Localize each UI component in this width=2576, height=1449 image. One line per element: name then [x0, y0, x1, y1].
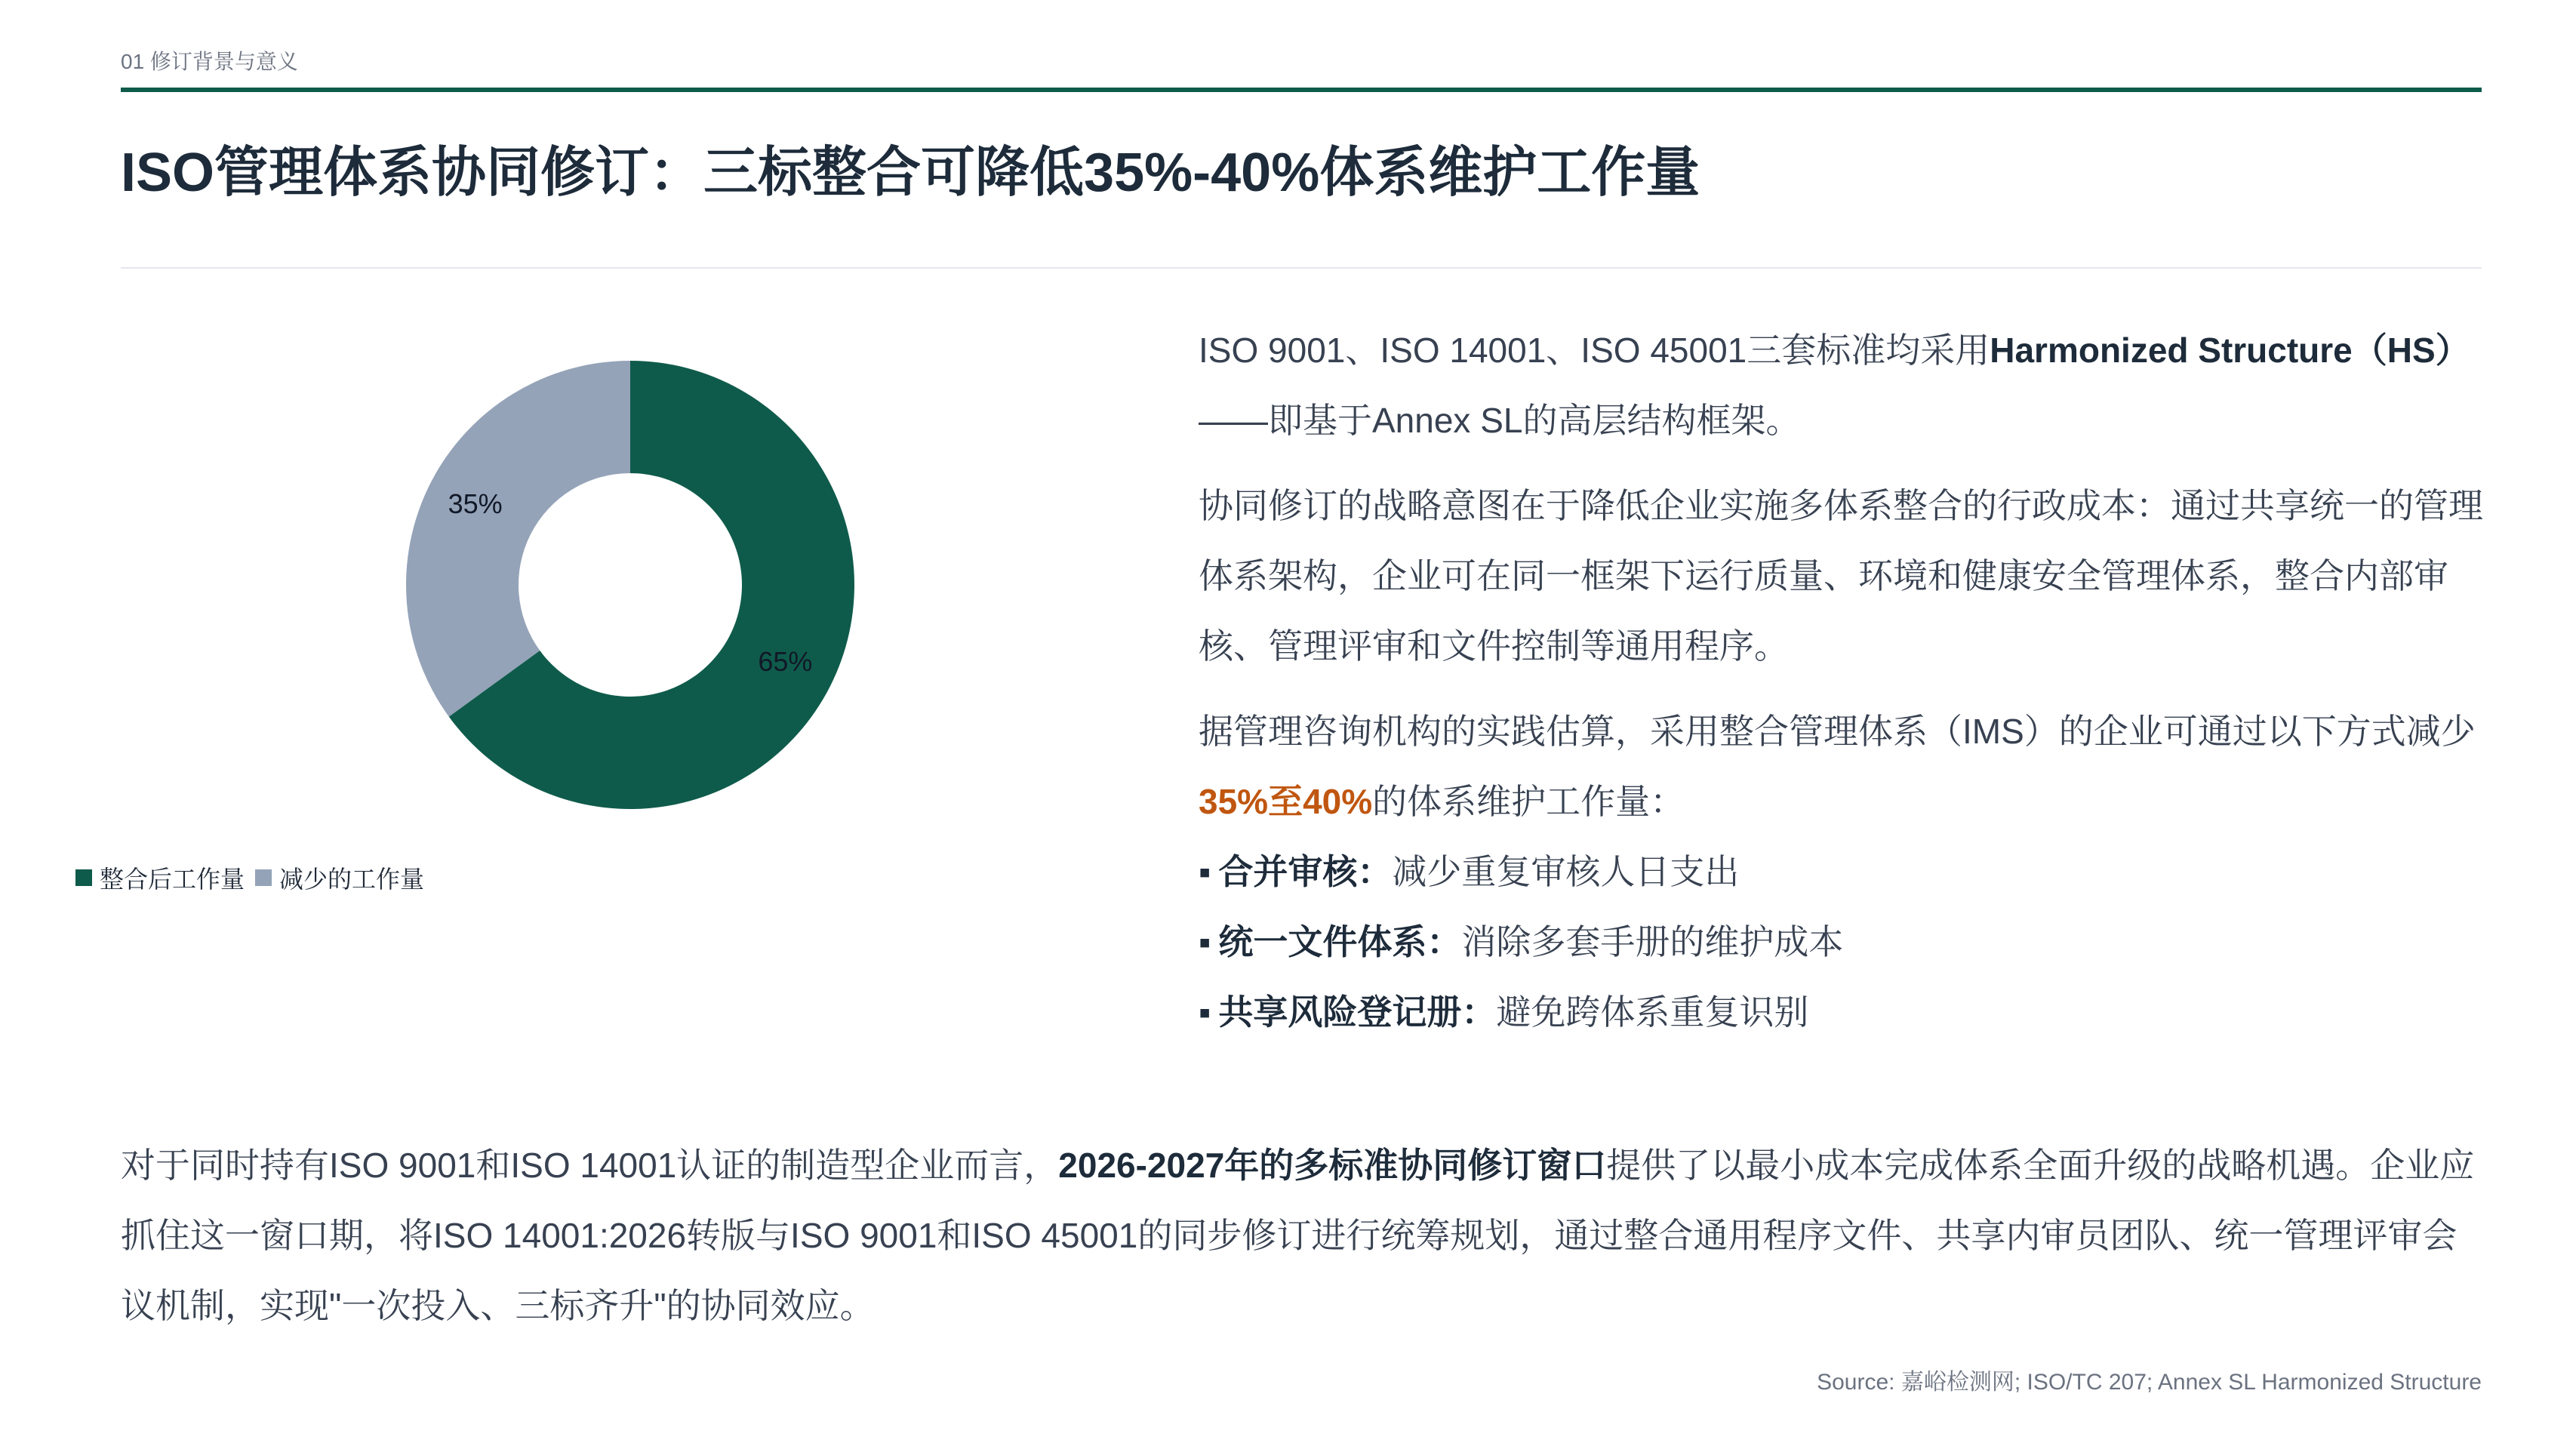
legend-item-integrated — [75, 860, 245, 895]
slice-reduced — [406, 361, 630, 717]
label-integrated: 65% — [758, 646, 813, 678]
bottom-paragraph — [121, 1131, 2491, 1341]
p3-text-b: 的体系维护工作量： — [1372, 782, 1685, 821]
bullet-sep: ： — [1461, 992, 1497, 1032]
legend-item-reduced — [255, 860, 424, 895]
source-note: Source: 嘉峪检测网; ISO/TC 207; Annex SL Harmonized Structure — [1817, 1370, 2482, 1395]
list-item — [1199, 977, 2489, 1048]
chart-legend — [75, 860, 435, 895]
legend-swatch-integrated — [75, 869, 92, 886]
benefit-list — [1199, 837, 2489, 1048]
p1-text-a: ISO 9001、ISO 14001、ISO 45001三套标准均采用 — [1199, 331, 1990, 370]
title-divider — [121, 267, 2482, 269]
bullet-sep: ： — [1426, 922, 1462, 961]
bullet-term: 统一文件体系 — [1218, 922, 1427, 961]
bullet-desc: 避免跨体系重复识别 — [1496, 992, 1809, 1032]
legend-swatch-reduced — [255, 869, 272, 886]
chart-area — [377, 332, 906, 906]
paragraph-strategy: 协同修订的战略意图在于降低企业实施多体系整合的行政成本：通过共享统一的管理体系架构，企业可在同一框架下运行质量、环境和健康安全管理体系，整合内部审核、管理评审和文件控制等通用程序。 — [1199, 486, 2483, 666]
list-item — [1199, 837, 2489, 907]
bullet-mark: ▪ — [1199, 852, 1211, 891]
p1-text-bold: Harmonized Structure（HS） — [1990, 331, 2470, 370]
bullet-mark: ▪ — [1199, 992, 1211, 1032]
bottom-text-b: 提供了以最小成本完成体系全面升级的战略机遇。企业应抓住这一窗口期，将ISO 14001:2026转版与ISO 9001和ISO 45001的同步修订进行统筹规划，通过整合通用程序文件、共享内审员团队、统一管理评审会议机制，实现"一次投入、三标齐升"的协同效应。 — [121, 1146, 2475, 1325]
donut-chart — [377, 332, 906, 860]
top-divider — [121, 88, 2482, 92]
bullet-desc: 减少重复审核人日支出 — [1392, 852, 1740, 891]
bullet-sep: ： — [1357, 852, 1393, 891]
bullet-term: 共享风险登记册 — [1218, 992, 1462, 1032]
bottom-text-bold: 2026-2027年的多标准协同修订窗口 — [1058, 1146, 1607, 1185]
paragraph-hs — [1199, 315, 2489, 456]
p1-text-c: ——即基于Annex SL的高层结构框架。 — [1199, 401, 1801, 440]
legend-label-reduced: 减少的工作量 — [279, 866, 425, 893]
section-label: 01 修订背景与意义 — [121, 50, 298, 73]
legend-label-integrated: 整合后工作量 — [100, 866, 245, 893]
right-text-block — [1199, 315, 2489, 1048]
p3-highlight: 35%至40% — [1199, 782, 1373, 821]
label-reduced: 35% — [448, 488, 503, 519]
list-item — [1199, 907, 2489, 977]
bullet-term: 合并审核 — [1218, 852, 1358, 891]
paragraph-estimate — [1199, 697, 2489, 837]
bullet-mark: ▪ — [1199, 922, 1211, 961]
bottom-text-a: 对于同时持有ISO 9001和ISO 14001认证的制造型企业而言， — [121, 1146, 1059, 1185]
bullet-desc: 消除多套手册的维护成本 — [1461, 922, 1844, 961]
p3-text-a: 据管理咨询机构的实践估算，采用整合管理体系（IMS）的企业可通过以下方式减少 — [1199, 712, 2476, 751]
page-title: ISO管理体系协同修订：三标整合可降低35%-40%体系维护工作量 — [121, 143, 1700, 203]
